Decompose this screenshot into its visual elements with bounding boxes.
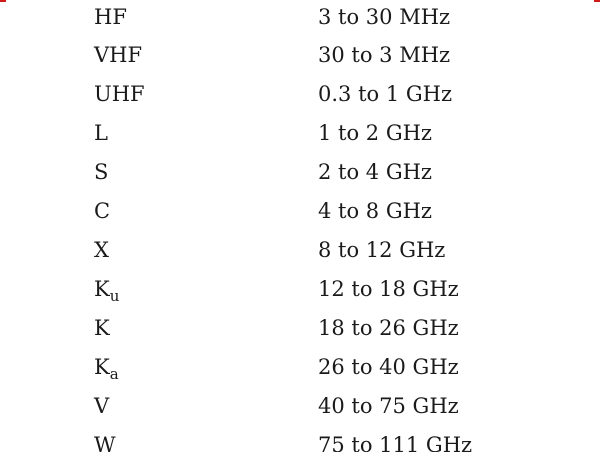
band-designation: W xyxy=(94,433,116,452)
band-designation xyxy=(94,348,119,389)
frequency-range: 1 to 2 GHz xyxy=(318,121,432,145)
frequency-range: 12 to 18 GHz xyxy=(318,277,459,301)
band-designation: S xyxy=(94,160,109,184)
frequency-range: 26 to 40 GHz xyxy=(318,355,459,379)
table-row xyxy=(0,426,600,452)
table-row xyxy=(0,270,600,309)
frequency-range: 8 to 12 GHz xyxy=(318,238,446,262)
frequency-range: 18 to 26 GHz xyxy=(318,316,459,340)
band-designation: UHF xyxy=(94,82,145,106)
frequency-range: 30 to 3 MHz xyxy=(318,43,451,67)
band-designation xyxy=(94,270,119,311)
table-row xyxy=(0,348,600,387)
table-row xyxy=(0,0,600,37)
frequency-range: 0.3 to 1 GHz xyxy=(318,82,453,106)
band-subscript: a xyxy=(109,365,119,383)
band-designation: L xyxy=(94,121,108,145)
band-designation: V xyxy=(94,394,110,418)
frequency-range: 75 to 111 GHz xyxy=(318,433,473,452)
band-letter: K xyxy=(94,277,110,301)
band-designation: X xyxy=(94,238,109,262)
table-row xyxy=(0,309,600,348)
table-row xyxy=(0,231,600,270)
table-row xyxy=(0,75,600,114)
band-letter: K xyxy=(94,355,110,379)
band-designation: VHF xyxy=(94,43,143,67)
frequency-range: 4 to 8 GHz xyxy=(318,199,432,223)
band-designation: C xyxy=(94,199,111,223)
table-row xyxy=(0,153,600,192)
frequency-range: 3 to 30 MHz xyxy=(318,5,451,29)
band-subscript: u xyxy=(109,287,120,305)
table-row xyxy=(0,114,600,153)
frequency-range: 40 to 75 GHz xyxy=(318,394,459,418)
band-designation: HF xyxy=(94,5,127,29)
table-row xyxy=(0,36,600,75)
table-row xyxy=(0,192,600,231)
band-designation: K xyxy=(94,316,110,340)
frequency-range: 2 to 4 GHz xyxy=(318,160,432,184)
table-row xyxy=(0,387,600,426)
